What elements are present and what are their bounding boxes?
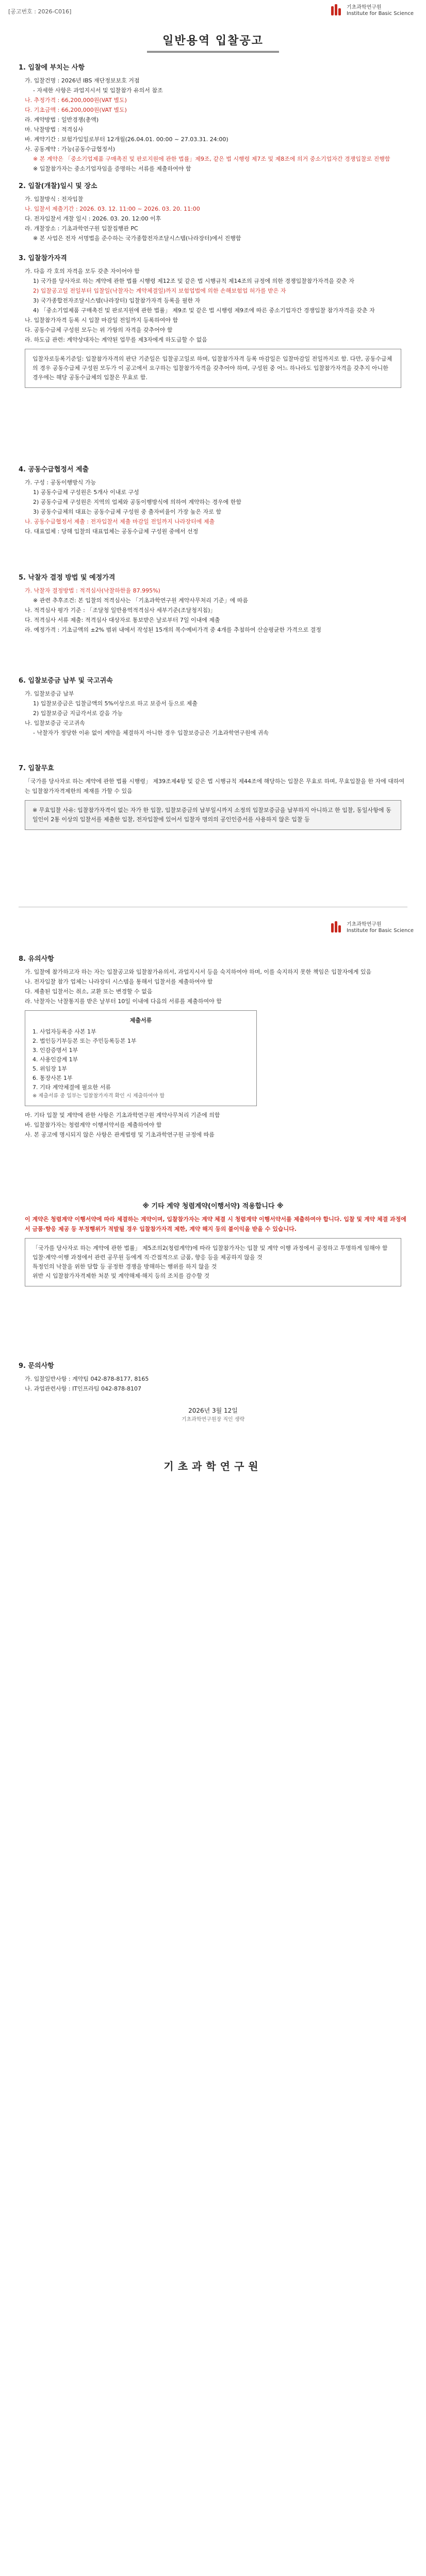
section-2 xyxy=(19,180,407,243)
ibs-logo-icon xyxy=(330,921,343,935)
section-heading: 6. 입찰보증금 납부 및 국고귀속 xyxy=(19,677,113,685)
page-title: 일반용역 입찰공고 xyxy=(147,32,279,53)
section-3 xyxy=(19,252,407,392)
logo-text xyxy=(347,5,414,17)
page2-header xyxy=(0,917,426,938)
list-item: 3) 공동수급체의 대표는 공동수급체 구성원 중 출자비율이 가장 높은 자로 함 xyxy=(33,509,222,515)
list-item: 나. 전자입찰 참가 업체는 나라장터 시스템을 통해서 입찰서를 제출하여야 함 xyxy=(25,978,213,985)
section-9 xyxy=(19,1360,407,1422)
list-item: 입찰·계약·이행 과정에서 관련 공무원 등에게 직·간접적으로 금품, 향응 등을 제공하지 않을 것 xyxy=(32,1254,263,1261)
docs-note: ※ 제출서류 중 일부는 입찰참가자격 확인 시 제출하여야 함 xyxy=(32,1093,165,1099)
section-heading: ※ 기타 계약 청렴계약(이행서약) 적용합니다 ※ xyxy=(142,1202,284,1210)
section-heading: 5. 낙찰자 결정 방법 및 예정가격 xyxy=(19,574,116,582)
list-item: 나. 입찰참가자격 등록 시 입찰 마감일 전일까지 등록하여야 함 xyxy=(25,317,178,324)
list-item: ※ 관련 추후조건: 본 입찰의 적격심사는 「기초과학연구원 계약사무처리 기준」에 따름 xyxy=(33,597,249,604)
footer-org-name: 기초과학연구원 xyxy=(163,1460,263,1472)
docs-title: 제출서류 xyxy=(129,1017,152,1024)
list-item: 라. 예정가격 : 기초금액의 ±2% 범위 내에서 작성된 15개의 복수예비가격 중 4개를 추첨하여 산술평균한 가격으로 결정 xyxy=(25,626,321,633)
doc-item: 2. 법인등기부등본 또는 주민등록등본 1부 xyxy=(32,1038,137,1044)
doc-item: 6. 통장사본 1부 xyxy=(32,1075,73,1081)
list-item: 나. 입찰보증금 국고귀속 xyxy=(25,720,85,726)
list-item: ※ 입찰참가자는 중소기업자임을 증명하는 서류를 제출하여야 함 xyxy=(33,165,191,172)
list-item: 나. 추정가격 : 66,200,000원(VAT 별도) xyxy=(25,97,127,104)
doc-item: 5. 위임장 1부 xyxy=(32,1065,67,1072)
section-heading: 4. 공동수급협정서 제출 xyxy=(19,466,89,473)
list-item: 바. 입찰참가자는 청렴계약 이행서약서를 제출하여야 함 xyxy=(25,1122,162,1128)
list-item: 바. 계약기간 : 보험가입일로부터 12개월(26.04.01. 00:00 ~ 27.03.31. 24:00) xyxy=(25,136,228,143)
ibs-logo xyxy=(330,921,414,935)
list-item: 다. 전자입찰서 개찰 일시 : 2026. 03. 20. 12:00 이후 xyxy=(25,215,161,222)
list-item: 가. 입찰보증금 납부 xyxy=(25,690,74,697)
section-heading: 9. 문의사항 xyxy=(19,1362,54,1370)
section-7 xyxy=(19,762,407,834)
list-item: 사. 본 공고에 명시되지 않은 사항은 관계법령 및 기초과학연구원 규정에 따름 xyxy=(25,1131,215,1138)
required-docs-box xyxy=(25,1010,257,1106)
section-1 xyxy=(19,62,407,174)
section-5 xyxy=(19,572,407,635)
list-item: 나. 공동수급협정서 제출 : 전자입찰서 제출 마감일 전일까지 나라장터에 제출 xyxy=(25,518,215,525)
list-item: 3) 국가종합전자조달시스템(나라장터) 입찰참가자격 등록을 필한 자 xyxy=(33,297,201,304)
seal-note: 기초과학연구원장 직인 생략 xyxy=(181,1417,245,1422)
doc-item: 3. 인감증명서 1부 xyxy=(32,1047,78,1054)
list-item: 사. 공동계약 : 가능(공동수급협정서) xyxy=(25,146,116,152)
notice-number: [공고번호 : 2026-C016] xyxy=(8,8,72,15)
list-item: 가. 입찰에 참가하고자 하는 자는 입찰공고와 입찰참가유의서, 과업지시서 등을 숙지하여야 하며, 이를 숙지하지 못한 책임은 입찰자에게 있음 xyxy=(25,969,372,975)
list-item: 특정인의 낙찰을 위한 담합 등 공정한 경쟁을 방해하는 행위를 하지 않을 것 xyxy=(32,1263,217,1270)
notice-date: 2026년 3월 12일 xyxy=(188,1407,238,1414)
notice-paragraph: 이 계약은 청렴계약 이행서약에 따라 체결하는 계약이며, 입찰참가자는 계약 체결 시 청렴계약 이행서약서를 제출하여야 합니다. 입찰 및 계약 체결 과정에서 금품·향응 제공 등 부정행위가 적발될 경우 입찰참가자격 제한, 계약 해지 등의 불이익을 받을 수 있습니다. xyxy=(25,1216,406,1232)
list-item: - 자세한 사항은 과업지시서 및 입찰참가 유의서 참조 xyxy=(33,87,163,94)
list-item: 2) 공동수급체 구성원은 지역의 업체와 공동이행방식에 의하여 계약하는 경우에 한함 xyxy=(33,499,242,505)
title-wrap xyxy=(21,32,405,53)
top-bar xyxy=(0,0,426,28)
logo-text xyxy=(347,922,414,934)
list-item: 1) 공동수급체 구성원은 5개사 이내로 구성 xyxy=(33,489,139,496)
section-4 xyxy=(19,464,407,536)
list-item: 2) 입찰보증금 지급각서로 갈음 가능 xyxy=(33,710,123,717)
list-item: 「국가를 당사자로 하는 계약에 관한 법률」 제5조의2(청렴계약)에 따라 입찰참가자는 입찰 및 계약 이행 과정에서 공정하고 투명하게 임해야 함 xyxy=(32,1245,388,1251)
doc-item: 4. 사용인감계 1부 xyxy=(32,1056,78,1063)
section-heading: 7. 입찰무효 xyxy=(19,765,54,772)
notice-paragraph: 입찰자로등록기준일: 입찰참가자격의 판단 기준일은 입찰공고일로 하며, 입찰참가자격 등록 마감일은 입찰마감일 전일까지로 함. 다만, 공동수급체의 경우 공동수급체 구성원 모두가 이 공고에서 요구하는 입찰참가자격을 갖추어야 하며, 구성원 중 어느 하나라도 입찰참가자격을 갖추지 아니한 경우에는 해당 공동수급체의 입찰은 무효로 함. xyxy=(25,349,401,388)
section-heading: 3. 입찰참가자격 xyxy=(19,255,67,262)
doc-item: 1. 사업자등록증 사본 1부 xyxy=(32,1028,96,1035)
list-item: 라. 개찰장소 : 기초과학연구원 입찰집행관 PC xyxy=(25,225,138,232)
invalid-bid-box: ※ 무효입찰 사유: 입찰참가자격이 없는 자가 한 입찰, 입찰보증금의 납부일시까지 소정의 입찰보증금을 납부하지 아니하고 한 입찰, 동일사항에 동일인이 2통 이상의 입찰서를 제출한 입찰, 전자입찰에 있어서 입찰자 명의의 공인인증서를 사용하지 않은 입찰 등 xyxy=(25,800,401,830)
list-item: ※ 본 사업은 전자 서명법을 준수하는 국가종합전자조달시스템(나라장터)에서 진행함 xyxy=(33,235,241,242)
list-item: 다. 기초금액 : 66,200,000원(VAT 별도) xyxy=(25,107,127,113)
integrity-box xyxy=(25,1238,401,1286)
list-item: 위반 시 입찰참가자격제한 처분 및 계약해제·해지 등의 조치를 감수할 것 xyxy=(32,1273,210,1279)
list-item: 마. 기타 입찰 및 계약에 관한 사항은 기초과학연구원 계약사무처리 기준에 의함 xyxy=(25,1112,220,1118)
list-item: 마. 낙찰방법 : 적격심사 xyxy=(25,126,84,133)
list-item: 다. 제출된 입찰서는 취소, 교환 또는 변경할 수 없음 xyxy=(25,988,153,995)
logo-org-en: Institute for Basic Science xyxy=(346,928,414,934)
list-item: 다. 적격심사 서류 제출: 적격심사 대상자로 통보받은 날로부터 7일 이내에 제출 xyxy=(25,617,220,623)
list-item: 가. 입찰일반사항 : 계약팀 042-878-8177, 8165 xyxy=(25,1376,149,1382)
list-item: 나. 과업관련사항 : IT인프라팀 042-878-8107 xyxy=(25,1385,141,1392)
list-item: 나. 입찰서 제출기간 : 2026. 03. 12. 11:00 ~ 2026. 03. 20. 11:00 xyxy=(25,206,200,212)
section-heading: 2. 입찰(개찰)일시 및 장소 xyxy=(19,182,97,190)
list-item: 4) 「중소기업제품 구매촉진 및 판로지원에 관한 법률」 제9조 및 같은 법 시행령 제9조에 따른 중소기업자간 경쟁입찰 참가자격을 갖춘 자 xyxy=(33,307,375,314)
list-item: ※ 본 계약은 「중소기업제품 구매촉진 및 판로지원에 관한 법률」제9조, 같은 법 시행령 제7조 및 제8조에 의거 중소기업자간 경쟁입찰로 진행함 xyxy=(33,156,390,162)
list-item: 1) 국가를 당사자로 하는 계약에 관한 법률 시행령 제12조 및 같은 법 시행규칙 제14조의 규정에 의한 경쟁입찰참가자격을 갖춘 자 xyxy=(33,278,354,284)
ibs-logo-icon xyxy=(330,4,343,18)
ibs-logo xyxy=(330,4,414,18)
integrity-section xyxy=(19,1200,407,1291)
list-item: 가. 다음 각 호의 자격을 모두 갖춘 자이어야 함 xyxy=(25,268,140,275)
list-item: 가. 입찰방식 : 전자입찰 xyxy=(25,196,84,202)
list-item: 다. 대표업체 : 당해 입찰의 대표업체는 공동수급체 구성원 중에서 선정 xyxy=(25,528,199,535)
list-item: 라. 계약방법 : 일반경쟁(총액) xyxy=(25,116,99,123)
logo-org-en: Institute for Basic Science xyxy=(346,11,414,16)
list-item: 라. 하도급 관련: 계약상대자는 계약된 업무를 제3자에게 하도급할 수 없음 xyxy=(25,336,207,343)
list-item: 가. 낙찰자 결정방법 : 적격심사(낙찰하한율 87.995%) xyxy=(25,587,160,594)
notice-paragraph: 「국가를 당사자로 하는 계약에 관한 법률 시행령」 제39조제4항 및 같은 법 시행규칙 제44조에 해당하는 입찰은 무효로 하며, 무효입찰을 한 자에 대하여는 입찰참가자격제한의 제재를 가할 수 있음 xyxy=(25,778,405,794)
section-heading: 1. 입찰에 부치는 사항 xyxy=(19,64,85,72)
list-item: 가. 입찰건명 : 2026년 IBS 재단정보보호 거점 xyxy=(25,77,140,84)
list-item: 가. 구성 : 공동이행방식 가능 xyxy=(25,479,96,486)
list-item: 나. 적격심사 평가 기준 : 「조달청 일반용역적격심사 세부기준(조달청지침)」 xyxy=(25,607,216,614)
list-item: 2) 입찰공고일 전일부터 입찰일(낙찰자는 계약체결일)까지 보험업법에 의한 손해보험업 허가를 받은 자 xyxy=(33,287,286,294)
logo-org-name: 기초과학연구원 xyxy=(346,922,382,927)
logo-org-name: 기초과학연구원 xyxy=(346,5,382,10)
doc-item: 7. 기타 계약체결에 필요한 서류 xyxy=(32,1084,111,1091)
list-item: 1) 입찰보증금은 입찰금액의 5%이상으로 하고 보증서 등으로 제출 xyxy=(33,700,198,707)
list-item: 다. 공동수급체 구성원 모두는 위 가항의 자격을 갖추어야 함 xyxy=(25,327,173,333)
list-item: - 낙찰자가 정당한 이유 없이 계약을 체결하지 아니한 경우 입찰보증금은 기초과학연구원에 귀속 xyxy=(33,730,269,736)
section-8 xyxy=(19,953,407,1140)
section-6 xyxy=(19,675,407,738)
list-item: 라. 낙찰자는 낙찰통지를 받은 날부터 10일 이내에 다음의 서류를 제출하여야 함 xyxy=(25,998,222,1005)
section-heading: 8. 유의사항 xyxy=(19,955,54,963)
